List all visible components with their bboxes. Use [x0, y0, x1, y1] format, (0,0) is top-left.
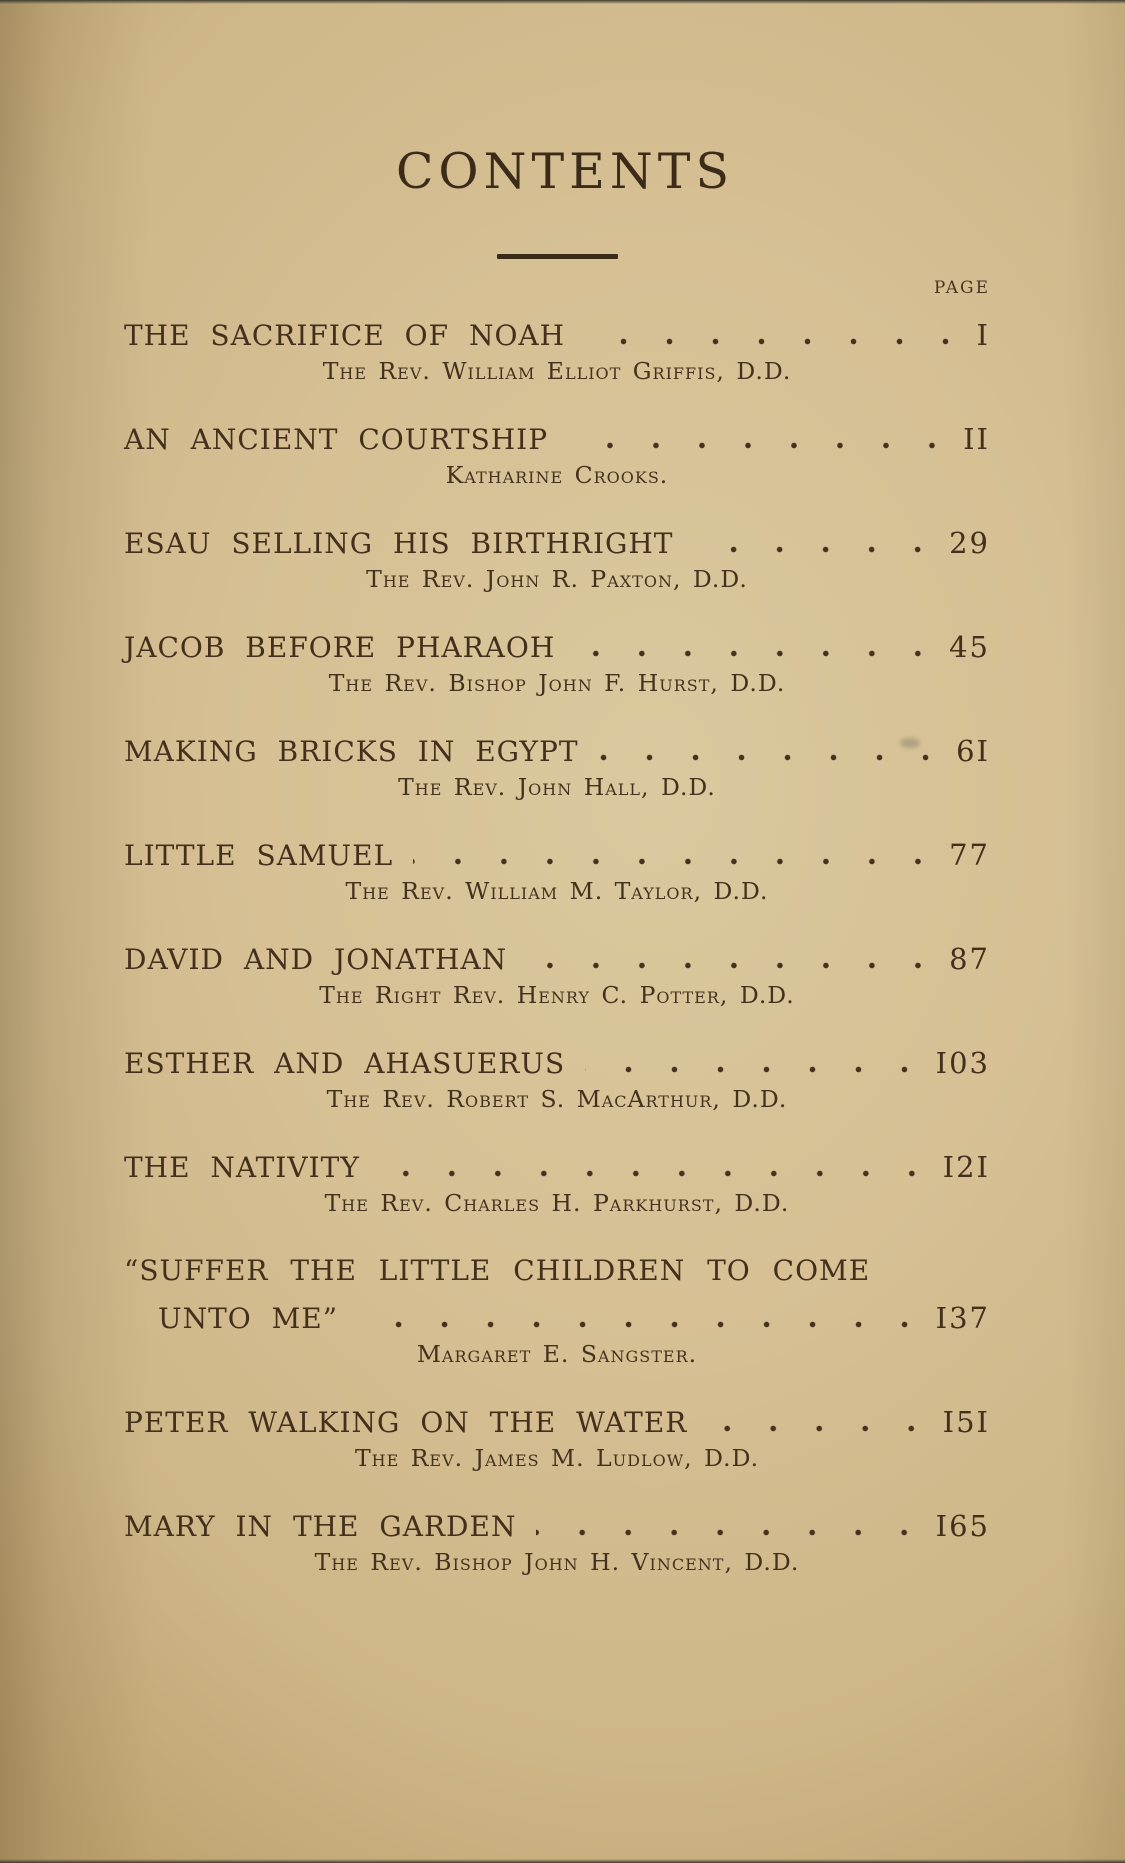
toc-page-number: I03: [935, 1046, 990, 1080]
toc-entry-title: THE NATIVITY: [124, 1151, 360, 1184]
leader-dots: [380, 1170, 935, 1177]
toc-page-number: 6I: [956, 734, 990, 768]
toc-entry: [124, 1150, 990, 1218]
toc-entry-title: ESTHER AND AHASUERUS: [124, 1047, 566, 1080]
leader-dots: [585, 338, 969, 345]
title-rule-divider: [497, 254, 618, 259]
toc-page-number: I2I: [942, 1150, 990, 1184]
toc-entry-author: The Rev. William M. Taylor, D.D.: [345, 877, 769, 905]
page-column-header: PAGE: [933, 278, 990, 298]
toc-entry-line: [158, 1301, 990, 1336]
toc-entry-title: PETER WALKING ON THE WATER: [124, 1406, 688, 1439]
leader-dots: [527, 962, 941, 969]
toc-entry-author: The Rev. Bishop John F. Hurst, D.D.: [328, 669, 786, 697]
toc-entry-two-line: [124, 1254, 990, 1369]
toc-entry-author: The Rev. Charles H. Parkhurst, D.D.: [324, 1189, 790, 1217]
toc-entry-title: DAVID AND JONATHAN: [124, 943, 508, 976]
toc-entry: [124, 526, 990, 594]
toc-entry-title-line1: “SUFFER THE LITTLE CHILDREN TO COME: [124, 1254, 871, 1287]
leader-dots: [536, 1529, 927, 1536]
leader-dots: [358, 1321, 928, 1328]
toc-entry-line: [124, 318, 990, 353]
toc-entry: [124, 1405, 990, 1473]
toc-entry-author: The Rev. William Elliot Griffis, D.D.: [322, 357, 792, 385]
leader-dots: [413, 858, 941, 865]
toc-entry: [124, 942, 990, 1010]
toc-entry-title: MARY IN THE GARDEN: [124, 1510, 517, 1543]
toc-entry-author: The Right Rev. Henry C. Potter, D.D.: [319, 981, 795, 1009]
toc-entry-author: The Rev. James M. Ludlow, D.D.: [354, 1444, 760, 1472]
toc-entry: [124, 838, 990, 906]
toc-entry-line: [124, 1509, 990, 1544]
toc-page-number: I65: [935, 1509, 990, 1543]
toc-page-number: I: [976, 318, 990, 352]
toc-entry: [124, 734, 990, 802]
toc-page-number: 87: [949, 942, 990, 976]
toc-page-number: I5I: [942, 1405, 990, 1439]
toc-page-number: 29: [949, 526, 990, 560]
toc-entry-title: MAKING BRICKS IN EGYPT: [124, 735, 579, 768]
toc-entry-title: JACOB BEFORE PHARAOH: [124, 631, 556, 664]
toc-entry-line: [124, 526, 990, 561]
toc-entry-line: [124, 1254, 990, 1288]
page-title: CONTENTS: [395, 143, 735, 200]
toc-entry-line: [124, 1046, 990, 1081]
toc-entry: [124, 1046, 990, 1114]
toc-entry-author: The Rev. Bishop John H. Vincent, D.D.: [314, 1548, 800, 1576]
toc-entry-author: The Rev. John R. Paxton, D.D.: [366, 565, 748, 593]
leader-dots: [599, 754, 949, 761]
leader-dots: [707, 1425, 934, 1432]
toc-entry: [124, 318, 990, 386]
toc-entry-author: Margaret E. Sangster.: [416, 1340, 698, 1368]
leader-dots: [693, 546, 941, 553]
toc-entry: [124, 422, 990, 490]
leader-dots: [575, 650, 941, 657]
toc-entry-author: The Rev. John Hall, D.D.: [398, 773, 716, 801]
toc-page-number: 77: [949, 838, 990, 872]
toc-entry-title: ESAU SELLING HIS BIRTHRIGHT: [124, 527, 674, 560]
toc-page-number: II: [963, 422, 990, 456]
toc-entry-line: [124, 1150, 990, 1185]
toc-entry: [124, 630, 990, 698]
toc-entry-line: [124, 734, 990, 769]
toc-page-number: 45: [949, 630, 990, 664]
leader-dots: [568, 442, 955, 449]
toc-entry-title: LITTLE SAMUEL: [124, 839, 394, 872]
toc-entry-title-line2: UNTO ME”: [158, 1302, 339, 1335]
toc-page-number: I37: [935, 1301, 990, 1335]
leader-dots: [585, 1066, 927, 1073]
scan-smudge: [900, 738, 920, 748]
toc-entry-author: The Rev. Robert S. MacArthur, D.D.: [326, 1085, 788, 1113]
toc-entry-author: Katharine Crooks.: [445, 461, 669, 489]
toc-entry-line: [124, 942, 990, 977]
table-of-contents: [124, 278, 990, 1613]
toc-entry-line: [124, 838, 990, 873]
toc-entry-title: AN ANCIENT COURTSHIP: [124, 423, 549, 456]
toc-entry-line: [124, 1405, 990, 1440]
scan-edge-top: [0, 0, 1125, 4]
toc-entry-line: [124, 630, 990, 665]
scan-edge-bottom: [0, 1859, 1125, 1863]
toc-entry-line: [124, 422, 990, 457]
toc-entry-title: THE SACRIFICE OF NOAH: [124, 319, 566, 352]
toc-entry: [124, 1509, 990, 1577]
